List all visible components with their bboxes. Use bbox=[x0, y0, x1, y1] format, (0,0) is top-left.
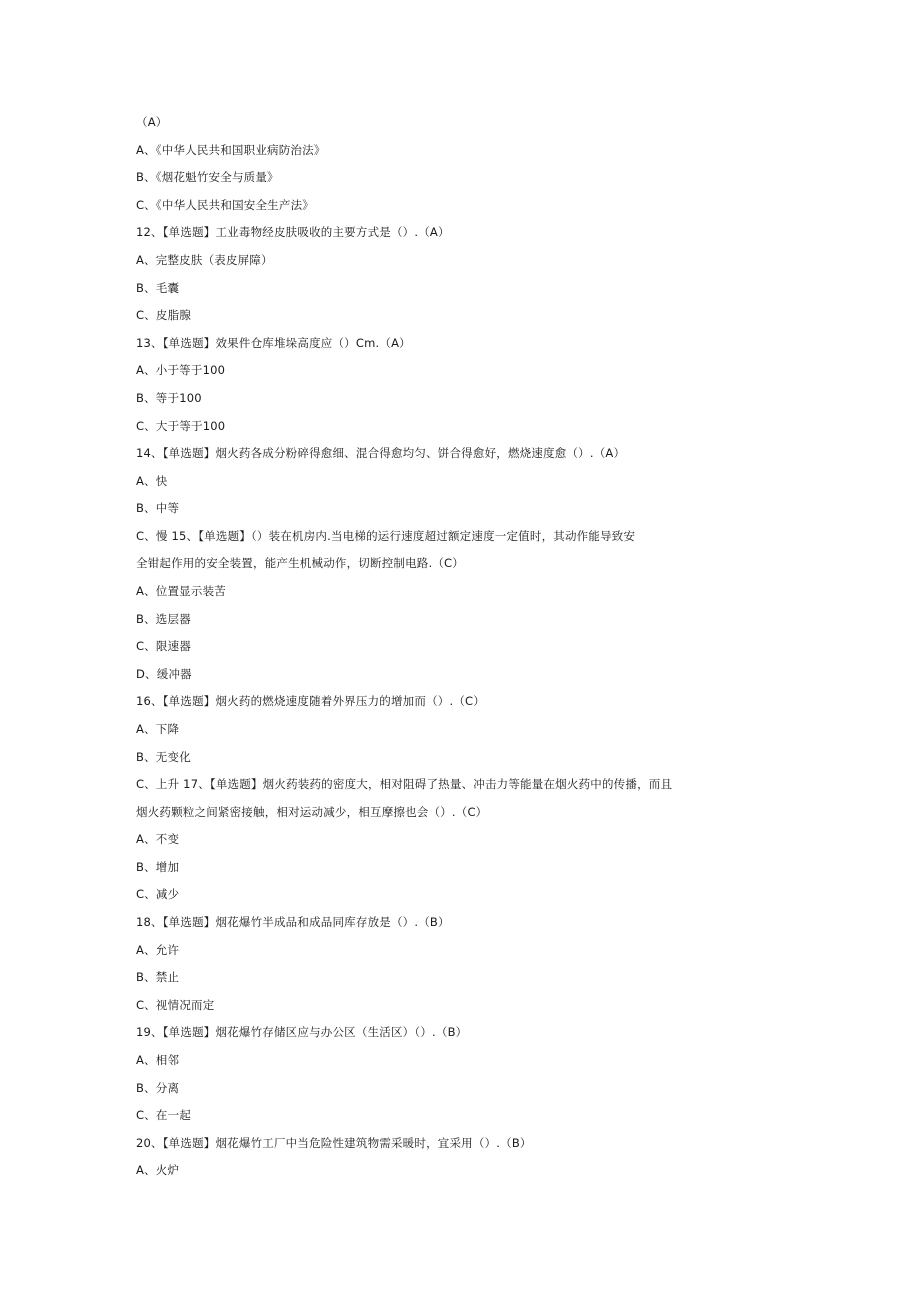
question-continuation-line: 烟火药颗粒之间紧密接触，相对运动减少，相互摩擦也会（）.（C） bbox=[136, 805, 488, 819]
option-line: C、《中华人民共和国安全生产法》 bbox=[136, 198, 314, 212]
option-line: A、允许 bbox=[136, 943, 180, 957]
option-line: A、相邻 bbox=[136, 1053, 180, 1067]
question-line: 19、【单选题】烟花爆竹存储区应与办公区（生活区）（）.（B） bbox=[136, 1025, 468, 1039]
option-line: C、大于等于100 bbox=[136, 419, 226, 433]
option-line: B、等于100 bbox=[136, 391, 202, 405]
option-line: C、上升 17、【单选题】烟火药装药的密度大，相对阻碍了热量、冲击力等能量在烟火药中的传播，而且 bbox=[136, 777, 673, 791]
option-line: C、视情况而定 bbox=[136, 998, 215, 1012]
option-line: C、慢 15、【单选题】（）装在机房内.当电梯的运行速度超过额定速度一定值时，其动作能导致安 bbox=[136, 529, 636, 543]
option-line: A、位置显示装苦 bbox=[136, 584, 226, 598]
option-line: B、增加 bbox=[136, 860, 180, 874]
option-line: A、火炉 bbox=[136, 1163, 180, 1177]
answer-line: （A） bbox=[136, 115, 168, 129]
question-line: 13、【单选题】效果件仓库堆垛高度应（）Cm.（A） bbox=[136, 336, 411, 350]
option-line: B、中等 bbox=[136, 501, 180, 515]
option-line: A、快 bbox=[136, 474, 168, 488]
question-line: 18、【单选题】烟花爆竹半成品和成品同库存放是（）.（B） bbox=[136, 915, 450, 929]
question-line: 14、【单选题】烟火药各成分粉碎得愈细、混合得愈均匀、饼合得愈好，燃烧速度愈（）.（A） bbox=[136, 446, 626, 460]
option-line: B、毛囊 bbox=[136, 281, 180, 295]
option-line: A、不变 bbox=[136, 832, 180, 846]
question-line: 12、【单选题】工业毒物经皮肤吸收的主要方式是（）.（A） bbox=[136, 225, 450, 239]
question-continuation-line: 全钳起作用的安全装置，能产生机械动作，切断控制电路.（C） bbox=[136, 556, 464, 570]
option-line: C、减少 bbox=[136, 887, 180, 901]
option-line: C、限速器 bbox=[136, 639, 192, 653]
option-line: B、分离 bbox=[136, 1081, 180, 1095]
question-line: 16、【单选题】烟火药的燃烧速度随着外界压力的增加而（）.（C） bbox=[136, 694, 485, 708]
option-line: B、禁止 bbox=[136, 970, 180, 984]
option-line: B、选层器 bbox=[136, 612, 191, 626]
option-line: A、《中华人民共和国职业病防治法》 bbox=[136, 143, 326, 157]
option-line: C、皮脂腺 bbox=[136, 308, 192, 322]
option-line: C、在一起 bbox=[136, 1108, 192, 1122]
question-line: 20、【单选题】烟花爆竹工厂中当危险性建筑物需采暖时，宜采用（）.（B） bbox=[136, 1136, 532, 1150]
option-line: B、《烟花魁竹安全与质量》 bbox=[136, 170, 279, 184]
option-line: A、小于等于100 bbox=[136, 363, 226, 377]
option-line: B、无变化 bbox=[136, 750, 191, 764]
option-line: A、下降 bbox=[136, 722, 180, 736]
option-line: D、缓冲器 bbox=[136, 667, 192, 681]
option-line: A、完整皮肤（表皮屏障） bbox=[136, 253, 273, 267]
